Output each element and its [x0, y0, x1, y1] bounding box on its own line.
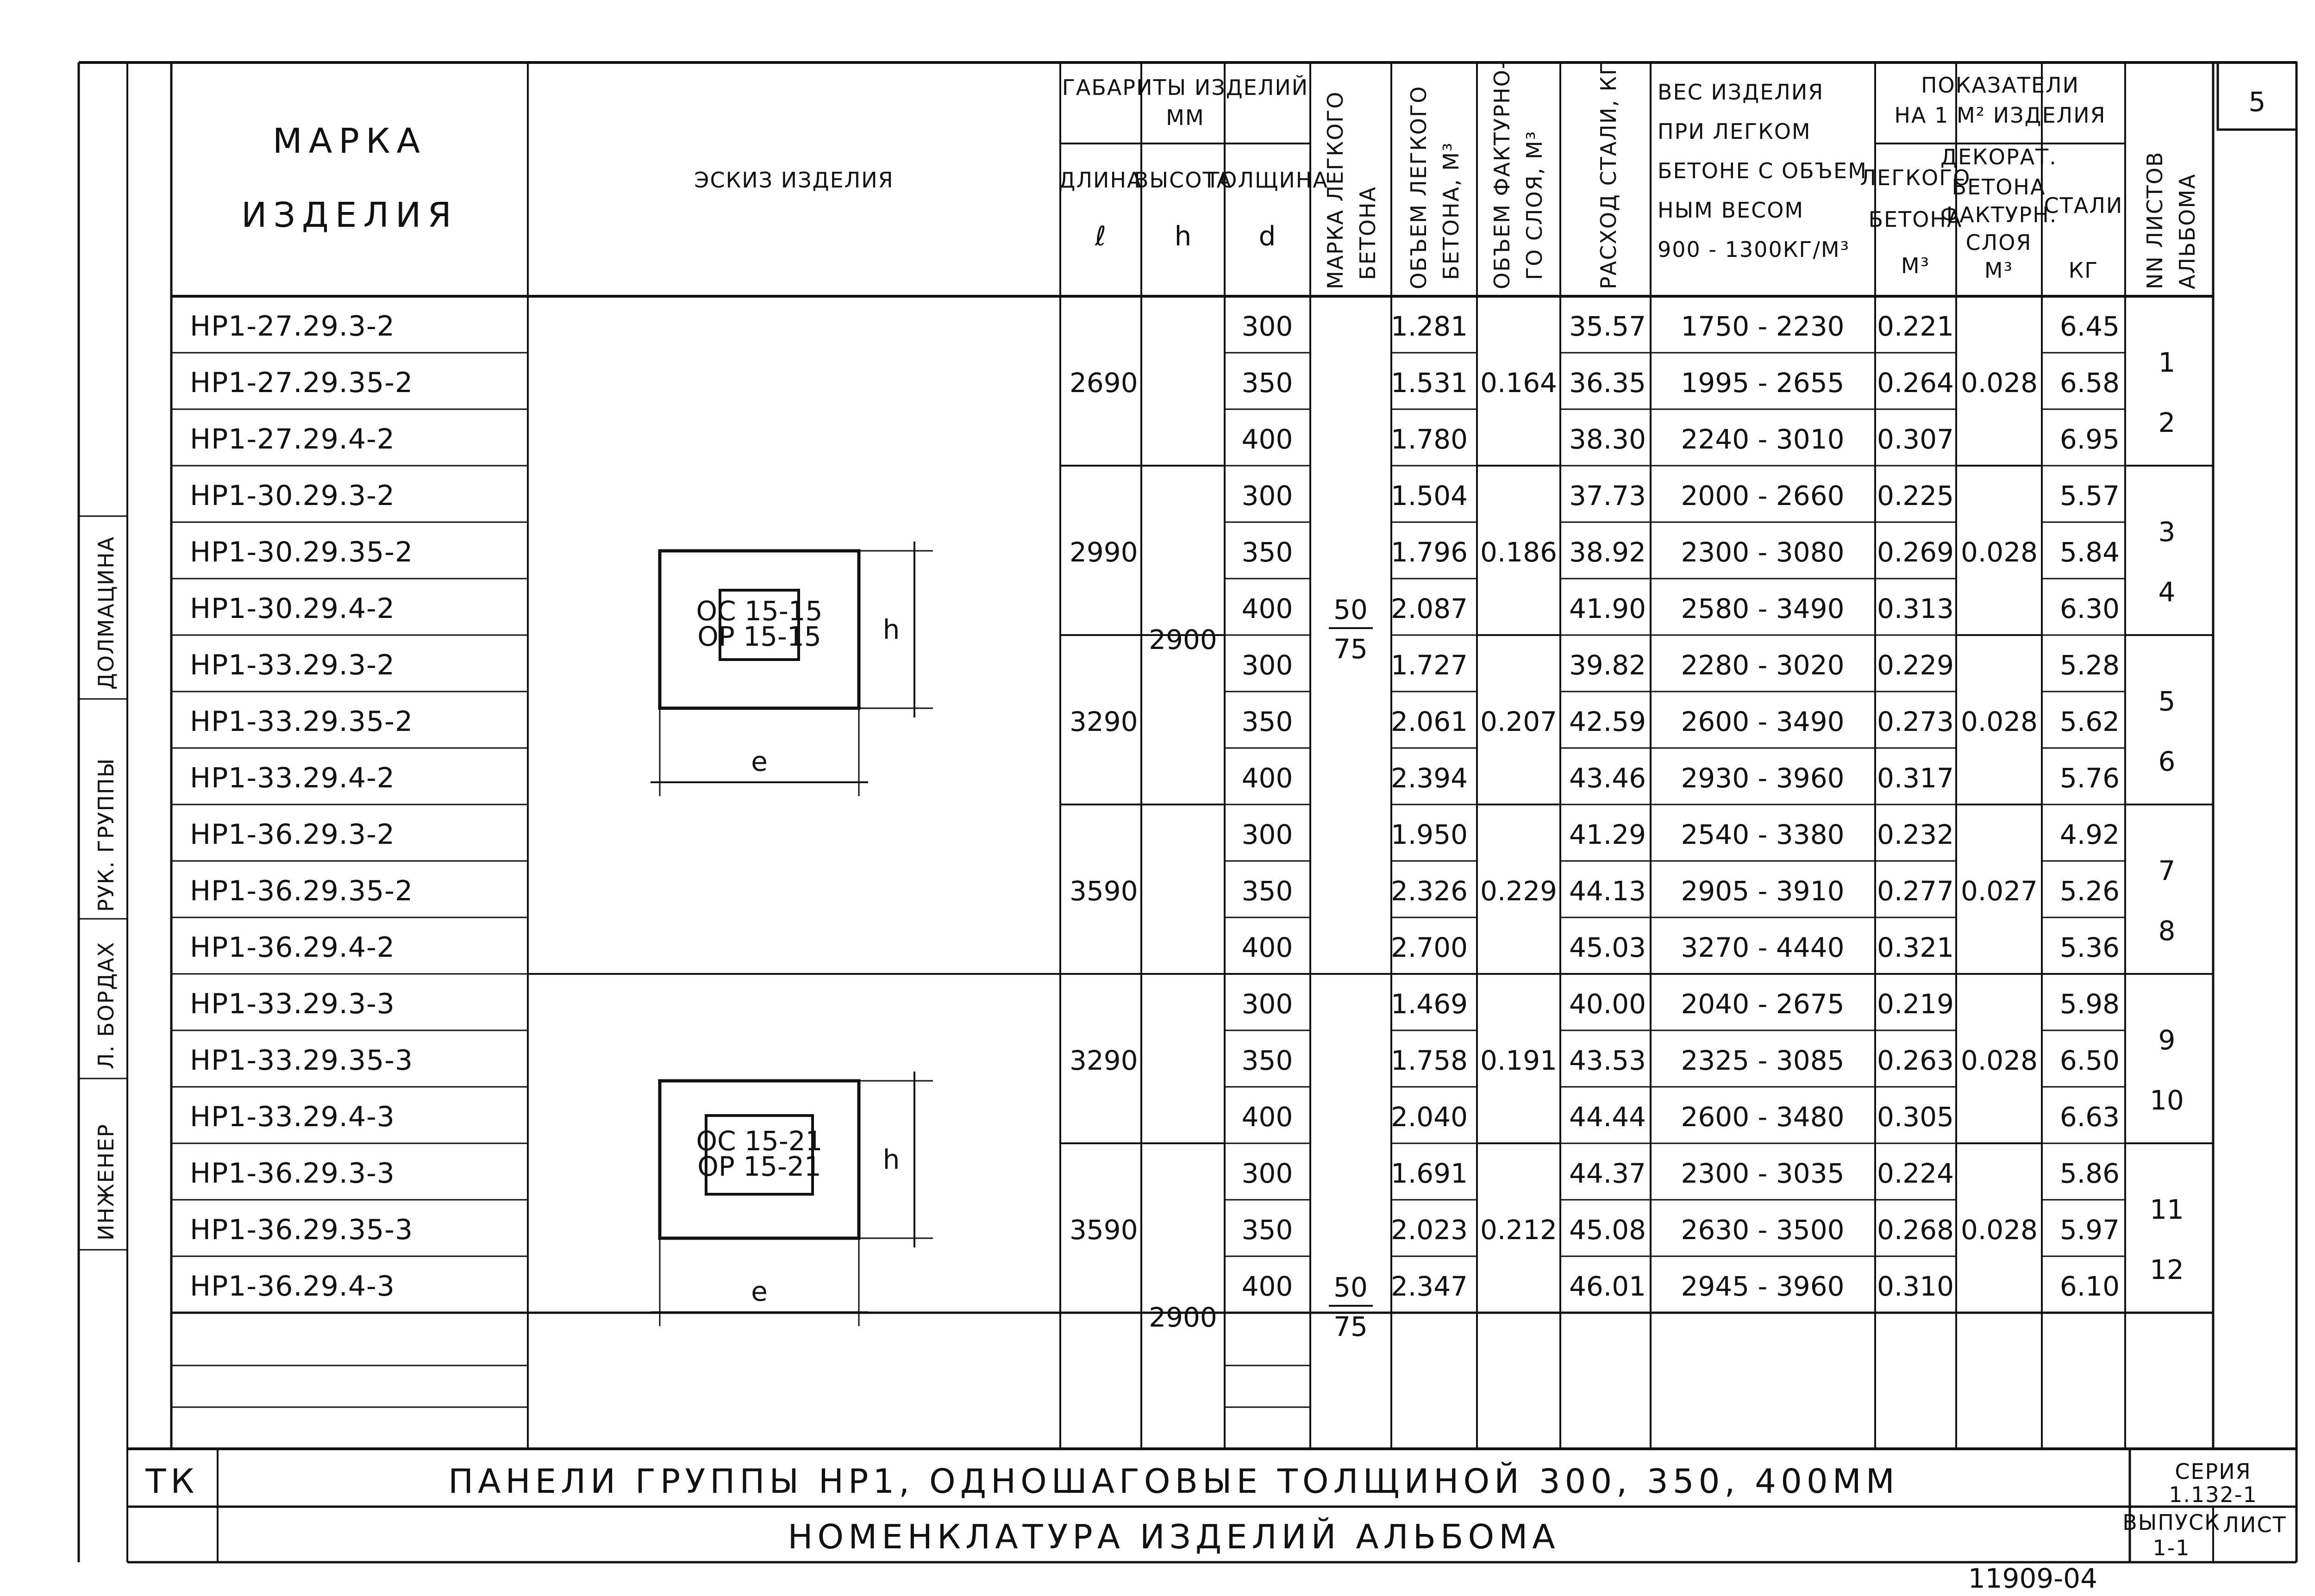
group-length: 3590 [1070, 875, 1138, 907]
row-weight: 2905 - 3910 [1681, 875, 1845, 907]
row-thickness: 300 [1241, 649, 1293, 681]
group-sheet-number: 12 [2150, 1254, 2184, 1285]
row-weight: 2325 - 3085 [1681, 1045, 1845, 1076]
row-weight: 2580 - 3490 [1681, 593, 1845, 624]
row-light-volume: 2.061 [1390, 706, 1468, 737]
row-pm-light: 0.269 [1877, 536, 1954, 568]
row-mark: НР1-36.29.4-2 [190, 931, 395, 964]
header-sketch: ЭСКИЗ ИЗДЕЛИЯ [694, 168, 894, 193]
header-thickness-sym: d [1258, 220, 1276, 252]
row-pm-steel: 5.98 [2059, 988, 2120, 1020]
row-steel-use: 37.73 [1569, 480, 1646, 511]
stamp-role: ИНЖЕНЕР [94, 1123, 119, 1241]
header-pm-light: ЛЕГКОГО [1860, 165, 1971, 190]
row-weight: 2040 - 2675 [1681, 988, 1845, 1020]
group-facing-volume: 0.186 [1480, 536, 1558, 568]
row-pm-steel: 6.50 [2059, 1045, 2120, 1076]
row-steel-use: 38.92 [1569, 536, 1646, 568]
header-pm-decor: ФАКТУРН. [1940, 202, 2058, 227]
header-mark: ИЗДЕЛИЯ [241, 195, 458, 235]
row-thickness: 400 [1241, 1101, 1293, 1133]
group-pm-decor: 0.028 [1960, 536, 2038, 568]
header-height: ВЫСОТА [1133, 168, 1233, 193]
issue-label: ВЫПУСК [2122, 1510, 2221, 1535]
row-thickness: 350 [1241, 1214, 1293, 1246]
row-steel-use: 46.01 [1569, 1271, 1646, 1302]
row-weight: 1750 - 2230 [1681, 311, 1845, 342]
row-pm-light: 0.268 [1877, 1214, 1954, 1246]
group-sheet-number: 5 [2158, 686, 2176, 717]
row-light-volume: 2.347 [1390, 1271, 1468, 1302]
header-weight: 900 - 1300КГ/М³ [1658, 237, 1850, 262]
row-light-volume: 2.326 [1390, 875, 1468, 907]
row-thickness: 400 [1241, 424, 1293, 455]
header-weight: ПРИ ЛЕГКОМ [1658, 119, 1811, 144]
table-row [190, 1044, 2120, 1077]
block-grade-denominator: 75 [1333, 633, 1368, 665]
row-steel-use: 43.53 [1569, 1045, 1646, 1076]
row-light-volume: 1.758 [1390, 1045, 1468, 1076]
row-weight: 2540 - 3380 [1681, 819, 1845, 850]
row-pm-steel: 5.28 [2059, 649, 2120, 681]
row-weight: 2930 - 3960 [1681, 762, 1845, 794]
row-mark: НР1-33.29.3-3 [190, 988, 395, 1020]
header-dims: ММ [1166, 105, 1205, 130]
row-mark: НР1-33.29.35-3 [190, 1044, 413, 1077]
group-sheet-number: 10 [2150, 1085, 2184, 1116]
row-thickness: 350 [1241, 706, 1293, 737]
row-pm-light: 0.229 [1877, 649, 1954, 681]
group-pm-decor: 0.028 [1960, 367, 2038, 399]
row-pm-steel: 5.84 [2059, 536, 2120, 568]
row-steel-use: 44.13 [1569, 875, 1646, 907]
dim-label-e: e [751, 746, 768, 777]
group-pm-decor: 0.028 [1960, 1045, 2038, 1076]
row-weight: 1995 - 2655 [1681, 367, 1845, 399]
header-pm-steel: СТАЛИ [2044, 193, 2123, 218]
row-pm-light: 0.224 [1877, 1158, 1954, 1189]
row-light-volume: 1.531 [1390, 367, 1468, 399]
row-pm-steel: 5.62 [2059, 706, 2120, 737]
header-facing-volume: ОБЪЕМ ФАКТУРНО- [1489, 60, 1514, 289]
dim-label-h: h [882, 1144, 900, 1175]
row-pm-light: 0.313 [1877, 593, 1954, 624]
row-pm-steel: 5.86 [2059, 1158, 2120, 1189]
group-sheet-number: 3 [2158, 516, 2176, 548]
row-pm-light: 0.310 [1877, 1271, 1954, 1302]
table-row [190, 310, 2120, 343]
row-light-volume: 2.023 [1390, 1214, 1468, 1246]
row-pm-light: 0.219 [1877, 988, 1954, 1020]
row-thickness: 350 [1241, 875, 1293, 907]
block-height: 2900 [1149, 1302, 1217, 1333]
row-mark: НР1-36.29.3-3 [190, 1157, 395, 1190]
row-mark: НР1-30.29.4-2 [190, 592, 395, 625]
table-row [190, 931, 2120, 964]
group-facing-volume: 0.191 [1480, 1045, 1558, 1076]
row-pm-steel: 6.95 [2059, 424, 2120, 455]
group-facing-volume: 0.212 [1480, 1214, 1558, 1246]
dim-label-h: h [882, 614, 900, 645]
header-facing-volume: ГО СЛОЯ, М³ [1522, 130, 1547, 280]
group-sheet-number: 8 [2158, 915, 2176, 947]
group-facing-volume: 0.207 [1480, 706, 1558, 737]
row-pm-light: 0.232 [1877, 819, 1954, 850]
row-pm-steel: 6.10 [2059, 1271, 2120, 1302]
header-grade: БЕТОНА [1355, 186, 1380, 280]
header-pm-steel: КГ [2068, 258, 2099, 283]
group-pm-decor: 0.028 [1960, 1214, 2038, 1246]
row-mark: НР1-27.29.3-2 [190, 310, 395, 343]
row-pm-light: 0.277 [1877, 875, 1954, 907]
table-row [190, 1157, 2120, 1190]
group-length: 3290 [1070, 706, 1138, 737]
doc-number: 11909-04 [1968, 1563, 2097, 1594]
row-weight: 2600 - 3490 [1681, 706, 1845, 737]
row-light-volume: 1.281 [1390, 311, 1468, 342]
row-pm-steel: 5.97 [2059, 1214, 2120, 1246]
row-thickness: 300 [1241, 819, 1293, 850]
row-thickness: 400 [1241, 932, 1293, 963]
row-mark: НР1-36.29.4-3 [190, 1270, 395, 1303]
table-row [190, 536, 2120, 568]
opening-label: ОС 15-15 [696, 595, 823, 627]
group-length: 2990 [1070, 536, 1138, 568]
group-sheet-number: 1 [2158, 347, 2176, 378]
product-sketches [651, 542, 933, 1326]
header-weight: ВЕС ИЗДЕЛИЯ [1658, 80, 1824, 105]
stamp-name: Л. БОРДАХ [94, 941, 119, 1069]
issue-value: 1-1 [2152, 1535, 2190, 1560]
row-mark: НР1-27.29.35-2 [190, 367, 413, 399]
row-steel-use: 45.08 [1569, 1214, 1646, 1246]
row-steel-use: 41.90 [1569, 593, 1646, 624]
header-thickness: ТОЛЩИНА [1206, 168, 1328, 193]
row-pm-light: 0.273 [1877, 706, 1954, 737]
header-grade: МАРКА ЛЕГКОГО [1323, 91, 1348, 289]
row-pm-steel: 5.57 [2059, 480, 2120, 511]
row-thickness: 350 [1241, 367, 1293, 399]
row-steel-use: 41.29 [1569, 819, 1646, 850]
series-value: 1.132-1 [2169, 1482, 2258, 1507]
row-weight: 2600 - 3480 [1681, 1101, 1845, 1133]
row-light-volume: 2.040 [1390, 1101, 1468, 1133]
header-weight: БЕТОНЕ С ОБЪЕМ [1658, 158, 1867, 183]
table-row [190, 818, 2120, 851]
row-thickness: 300 [1241, 1158, 1293, 1189]
panel-sketch [651, 1072, 933, 1326]
opening-label: ОР 15-15 [697, 621, 821, 652]
row-mark: НР1-33.29.4-3 [190, 1101, 395, 1133]
row-pm-light: 0.307 [1877, 424, 1954, 455]
row-light-volume: 1.469 [1390, 988, 1468, 1020]
group-sheet-number: 9 [2158, 1024, 2176, 1056]
header-sheets: NN ЛИСТОВ [2142, 151, 2167, 289]
sheet-label: ЛИСТ [2223, 1512, 2287, 1537]
row-mark: НР1-36.29.35-2 [190, 875, 413, 907]
block-height: 2900 [1149, 624, 1217, 655]
row-mark: НР1-33.29.4-2 [190, 762, 395, 794]
table-row [190, 1101, 2120, 1133]
header-pm-decor: М³ [1984, 258, 2014, 283]
row-weight: 2630 - 3500 [1681, 1214, 1845, 1246]
row-thickness: 400 [1241, 1271, 1293, 1302]
row-pm-light: 0.225 [1877, 480, 1954, 511]
row-light-volume: 1.950 [1390, 819, 1468, 850]
row-mark: НР1-27.29.4-2 [190, 423, 395, 455]
header-steel: РАСХОД СТАЛИ, КГ [1596, 61, 1621, 289]
row-pm-light: 0.305 [1877, 1101, 1954, 1133]
row-mark: НР1-33.29.3-2 [190, 649, 395, 681]
block-grade-numerator: 50 [1333, 1272, 1368, 1303]
header-per-m2: ПОКАЗАТЕЛИ [1921, 73, 2080, 98]
header-weight: НЫМ ВЕСОМ [1658, 198, 1804, 223]
group-sheet-number: 6 [2158, 746, 2176, 777]
row-thickness: 400 [1241, 593, 1293, 624]
row-light-volume: 1.504 [1390, 480, 1468, 511]
table-grid [79, 62, 2296, 1562]
row-pm-steel: 4.92 [2059, 819, 2120, 850]
table-row [190, 480, 2120, 512]
table-row [190, 705, 2120, 738]
row-weight: 2300 - 3080 [1681, 536, 1845, 568]
row-weight: 2000 - 2660 [1681, 480, 1845, 511]
group-sheet-number: 4 [2158, 576, 2176, 608]
row-mark: НР1-36.29.3-2 [190, 818, 395, 851]
table-header [241, 61, 2296, 289]
group-sheet-number: 2 [2158, 407, 2176, 438]
row-pm-steel: 5.36 [2059, 932, 2120, 963]
row-mark: НР1-30.29.35-2 [190, 536, 413, 568]
page-number: 5 [2248, 86, 2266, 118]
opening-label: ОС 15-21 [696, 1125, 823, 1157]
row-thickness: 350 [1241, 1045, 1293, 1076]
header-length-sym: ℓ [1095, 220, 1106, 252]
header-pm-decor: ДЕКОРАТ. [1940, 144, 2057, 169]
table-row [190, 423, 2120, 455]
header-pm-light: БЕТОНА [1868, 207, 1963, 232]
table-row [190, 1214, 2120, 1246]
row-light-volume: 1.796 [1390, 536, 1468, 568]
row-steel-use: 36.35 [1569, 367, 1646, 399]
row-pm-light: 0.263 [1877, 1045, 1954, 1076]
opening-label: ОР 15-21 [697, 1151, 821, 1182]
row-pm-steel: 6.45 [2059, 311, 2120, 342]
row-light-volume: 1.691 [1390, 1158, 1468, 1189]
row-pm-steel: 5.76 [2059, 762, 2120, 794]
group-length: 3290 [1070, 1045, 1138, 1076]
header-pm-decor: СЛОЯ [1965, 230, 2032, 255]
header-light-volume: ОБЪЕМ ЛЕГКОГО [1406, 85, 1431, 289]
row-thickness: 400 [1241, 762, 1293, 794]
series-label: СЕРИЯ [2175, 1459, 2252, 1484]
header-dims: ГАБАРИТЫ ИЗДЕЛИЙ [1062, 75, 1309, 100]
row-pm-steel: 5.26 [2059, 875, 2120, 907]
row-mark: НР1-30.29.3-2 [190, 480, 395, 512]
row-weight: 2300 - 3035 [1681, 1158, 1845, 1189]
row-steel-use: 40.00 [1569, 988, 1646, 1020]
header-height-sym: h [1174, 220, 1192, 252]
header-pm-decor: БЕТОНА [1952, 175, 2046, 200]
titleblock-tk: ТК [145, 1462, 199, 1501]
row-steel-use: 45.03 [1569, 932, 1646, 963]
row-light-volume: 2.087 [1390, 593, 1468, 624]
stamp-role: РУК. ГРУППЫ [94, 757, 119, 912]
row-pm-light: 0.317 [1877, 762, 1954, 794]
table-row [190, 762, 2120, 794]
side-stamp [79, 516, 127, 1250]
row-steel-use: 43.46 [1569, 762, 1646, 794]
titleblock-subtitle: НОМЕНКЛАТУРА ИЗДЕЛИЙ АЛЬБОМА [788, 1517, 1560, 1556]
header-per-m2: НА 1 М² ИЗДЕЛИЯ [1894, 103, 2106, 128]
row-steel-use: 44.44 [1569, 1101, 1646, 1133]
header-light-volume: БЕТОНА, М³ [1439, 142, 1464, 280]
group-pm-decor: 0.028 [1960, 706, 2038, 737]
header-sheets: АЛЬБОМА [2175, 173, 2200, 289]
table-row [190, 367, 2120, 399]
row-light-volume: 1.780 [1390, 424, 1468, 455]
row-thickness: 350 [1241, 536, 1293, 568]
row-steel-use: 35.57 [1569, 311, 1646, 342]
group-length: 3590 [1070, 1214, 1138, 1246]
header-pm-light: М³ [1901, 253, 1930, 278]
group-facing-volume: 0.164 [1480, 367, 1558, 399]
block-grade-denominator: 75 [1333, 1311, 1368, 1342]
table-row [190, 875, 2120, 907]
table-row [190, 1270, 2120, 1303]
row-light-volume: 2.394 [1390, 762, 1468, 794]
row-steel-use: 42.59 [1569, 706, 1646, 737]
row-light-volume: 2.700 [1390, 932, 1468, 963]
header-length: ДЛИНА [1058, 168, 1143, 193]
row-mark: НР1-36.29.35-3 [190, 1214, 413, 1246]
row-pm-steel: 6.63 [2059, 1101, 2120, 1133]
row-weight: 3270 - 4440 [1681, 932, 1845, 963]
group-pm-decor: 0.027 [1960, 875, 2038, 907]
row-thickness: 300 [1241, 311, 1293, 342]
row-weight: 2240 - 3010 [1681, 424, 1845, 455]
group-length: 2690 [1070, 367, 1138, 399]
row-thickness: 300 [1241, 480, 1293, 511]
row-pm-light: 0.221 [1877, 311, 1954, 342]
title-block [127, 1449, 2296, 1594]
panel-sketch [651, 542, 933, 796]
group-facing-volume: 0.229 [1480, 875, 1558, 907]
row-pm-steel: 6.30 [2059, 593, 2120, 624]
table-row [190, 988, 2120, 1020]
row-pm-steel: 6.58 [2059, 367, 2120, 399]
row-weight: 2945 - 3960 [1681, 1271, 1845, 1302]
row-steel-use: 44.37 [1569, 1158, 1646, 1189]
row-steel-use: 39.82 [1569, 649, 1646, 681]
row-thickness: 300 [1241, 988, 1293, 1020]
row-steel-use: 38.30 [1569, 424, 1646, 455]
row-pm-light: 0.264 [1877, 367, 1954, 399]
group-sheet-number: 11 [2150, 1194, 2184, 1225]
table-row [190, 592, 2120, 625]
row-light-volume: 1.727 [1390, 649, 1468, 681]
stamp-name: ДОЛМАЦИНА [94, 536, 119, 690]
titleblock-title: ПАНЕЛИ ГРУППЫ НР1, ОДНОШАГОВЫЕ ТОЛЩИНОЙ 300, 350, 400ММ [448, 1462, 1899, 1501]
row-weight: 2280 - 3020 [1681, 649, 1845, 681]
header-mark: МАРКА [272, 121, 427, 161]
block-grade-numerator: 50 [1333, 594, 1368, 625]
group-sheet-number: 7 [2158, 855, 2176, 886]
row-pm-light: 0.321 [1877, 932, 1954, 963]
row-mark: НР1-33.29.35-2 [190, 705, 413, 738]
dim-label-e: e [751, 1276, 768, 1307]
